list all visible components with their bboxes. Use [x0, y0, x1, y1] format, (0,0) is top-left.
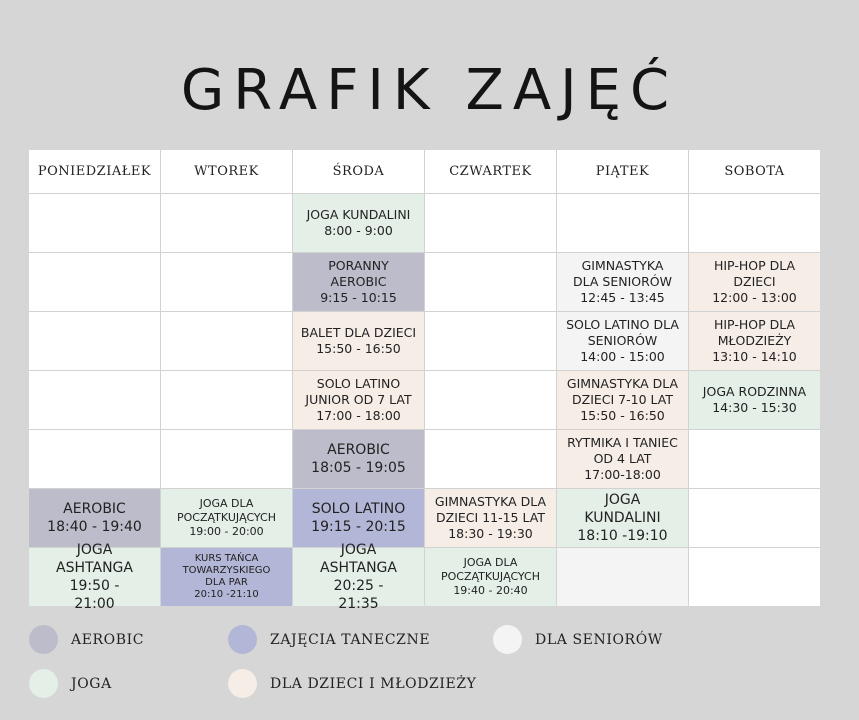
class-time: 20:25 - 21:35: [333, 578, 384, 612]
empty-slot: [689, 194, 820, 252]
legend-item-joga: [29, 669, 112, 698]
empty-slot: [161, 194, 292, 252]
empty-slot: [425, 253, 556, 311]
legend-item-dla-seniorow: [493, 625, 663, 654]
class-time: 18:10 -19:10: [577, 528, 668, 544]
class-name: GIMNASTYKA DLA DZIECI 11-15 LAT: [434, 494, 547, 525]
class-name: JOGA ASHTANGA: [320, 542, 397, 576]
class-time: 14:00 - 15:00: [580, 349, 665, 364]
class-slot: [557, 489, 688, 547]
empty-slot: [29, 430, 160, 488]
empty-slot: [161, 371, 292, 429]
class-slot: [425, 548, 556, 606]
class-name: SOLO LATINO: [311, 501, 406, 517]
class-time: 17:00-18:00: [584, 467, 661, 482]
class-slot: [689, 312, 820, 370]
class-time: 13:10 - 14:10: [712, 349, 797, 364]
class-time: 18:40 - 19:40: [47, 519, 142, 535]
empty-slot: [161, 312, 292, 370]
empty-slot: [29, 194, 160, 252]
empty-slot: [425, 194, 556, 252]
empty-slot: [425, 430, 556, 488]
page-title: GRAFIK ZAJĘĆ: [180, 58, 679, 123]
legend-label: JOGA: [71, 675, 112, 692]
dance-color-dot: [228, 625, 257, 654]
class-slot: [557, 253, 688, 311]
empty-slot: [29, 253, 160, 311]
class-time: 12:00 - 13:00: [712, 290, 797, 305]
legend-label: ZAJĘCIA TANECZNE: [270, 631, 431, 648]
empty-slot: [161, 430, 292, 488]
class-name: HIP-HOP DLA DZIECI: [713, 258, 796, 289]
class-name: HIP-HOP DLA MŁODZIEŻY: [713, 317, 796, 348]
class-name: JOGA DLA POCZĄTKUJĄCYCH: [441, 556, 540, 583]
class-name: JOGA DLA POCZĄTKUJĄCYCH: [177, 497, 276, 524]
day-header-saturday: SOBOTA: [689, 150, 820, 193]
class-slot: [293, 542, 424, 612]
empty-slot: [689, 430, 820, 488]
class-time: 12:45 - 13:45: [580, 290, 665, 305]
class-time: 15:50 - 16:50: [580, 408, 665, 423]
empty-slot: [161, 253, 292, 311]
class-slot: [689, 253, 820, 311]
seniors-color-dot: [493, 625, 522, 654]
class-name: BALET DLA DZIECI: [300, 325, 417, 340]
legend-item-aerobic: [29, 625, 144, 654]
class-name: JOGA KUNDALINI: [306, 207, 411, 222]
class-name: RYTMIKA I TANIEC OD 4 LAT: [567, 435, 678, 466]
class-name: SOLO LATINO JUNIOR OD 7 LAT: [305, 376, 412, 407]
class-slot: [293, 194, 424, 252]
empty-slot: [425, 312, 556, 370]
empty-slot: [689, 548, 820, 606]
day-header-monday: PONIEDZIAŁEK: [29, 150, 160, 193]
class-slot: [293, 371, 424, 429]
class-slot: [29, 542, 160, 612]
class-name: SOLO LATINO DLA SENIORÓW: [566, 317, 679, 348]
class-time: 18:05 - 19:05: [311, 460, 406, 476]
class-slot: [293, 312, 424, 370]
day-header-tuesday: WTOREK: [161, 150, 292, 193]
legend-item-zajecia-taneczne: [228, 625, 430, 654]
class-time: 20:10 -21:10: [194, 589, 259, 600]
empty-slot: [29, 371, 160, 429]
class-name: GIMNASTYKA DLA SENIORÓW: [573, 258, 672, 289]
class-name: PORANNY AEROBIC: [328, 258, 389, 289]
day-header-thursday: CZWARTEK: [425, 150, 556, 193]
legend-label: DLA DZIECI I MŁODZIEŻY: [270, 675, 477, 692]
class-name: AEROBIC: [63, 501, 126, 517]
empty-slot: [29, 312, 160, 370]
yoga-color-dot: [29, 669, 58, 698]
class-name: GIMNASTYKA DLA DZIECI 7-10 LAT: [566, 376, 679, 407]
class-time: 19:40 - 20:40: [453, 584, 528, 597]
class-time: 19:15 - 20:15: [311, 519, 406, 535]
legend-item-dla-dzieci: [228, 669, 477, 698]
class-slot: [557, 312, 688, 370]
class-slot: [293, 430, 424, 488]
class-slot: [161, 489, 292, 547]
class-time: 17:00 - 18:00: [316, 408, 401, 423]
class-time: 19:00 - 20:00: [189, 525, 264, 538]
empty-slot: [689, 489, 820, 547]
class-time: 19:50 - 21:00: [69, 578, 120, 612]
kids-color-dot: [228, 669, 257, 698]
class-time: 15:50 - 16:50: [316, 341, 401, 356]
class-time: 18:30 - 19:30: [448, 526, 533, 541]
empty-slot: [557, 194, 688, 252]
class-name: JOGA KUNDALINI: [584, 492, 661, 526]
legend-label: AEROBIC: [71, 631, 145, 648]
class-name: AEROBIC: [327, 442, 390, 458]
class-slot: [293, 253, 424, 311]
aerobic-color-dot: [29, 625, 58, 654]
class-time: 9:15 - 10:15: [320, 290, 397, 305]
class-slot: [557, 371, 688, 429]
class-time: 8:00 - 9:00: [324, 223, 393, 238]
class-name: JOGA ASHTANGA: [56, 542, 133, 576]
class-time: 14:30 - 15:30: [712, 400, 797, 415]
class-slot: [293, 489, 424, 547]
class-name: KURS TAŃCA TOWARZYSKIEGO DLA PAR: [182, 553, 271, 588]
class-slot: [557, 430, 688, 488]
class-name: JOGA RODZINNA: [702, 384, 807, 399]
class-slot: [29, 489, 160, 547]
day-header-wednesday: ŚRODA: [293, 150, 424, 193]
schedule-table: [29, 150, 820, 612]
empty-slot: [557, 548, 688, 606]
class-slot: [689, 371, 820, 429]
day-header-friday: PIĄTEK: [557, 150, 688, 193]
class-slot: [425, 489, 556, 547]
legend-label: DLA SENIORÓW: [535, 631, 663, 648]
empty-slot: [425, 371, 556, 429]
class-slot: [161, 548, 292, 606]
